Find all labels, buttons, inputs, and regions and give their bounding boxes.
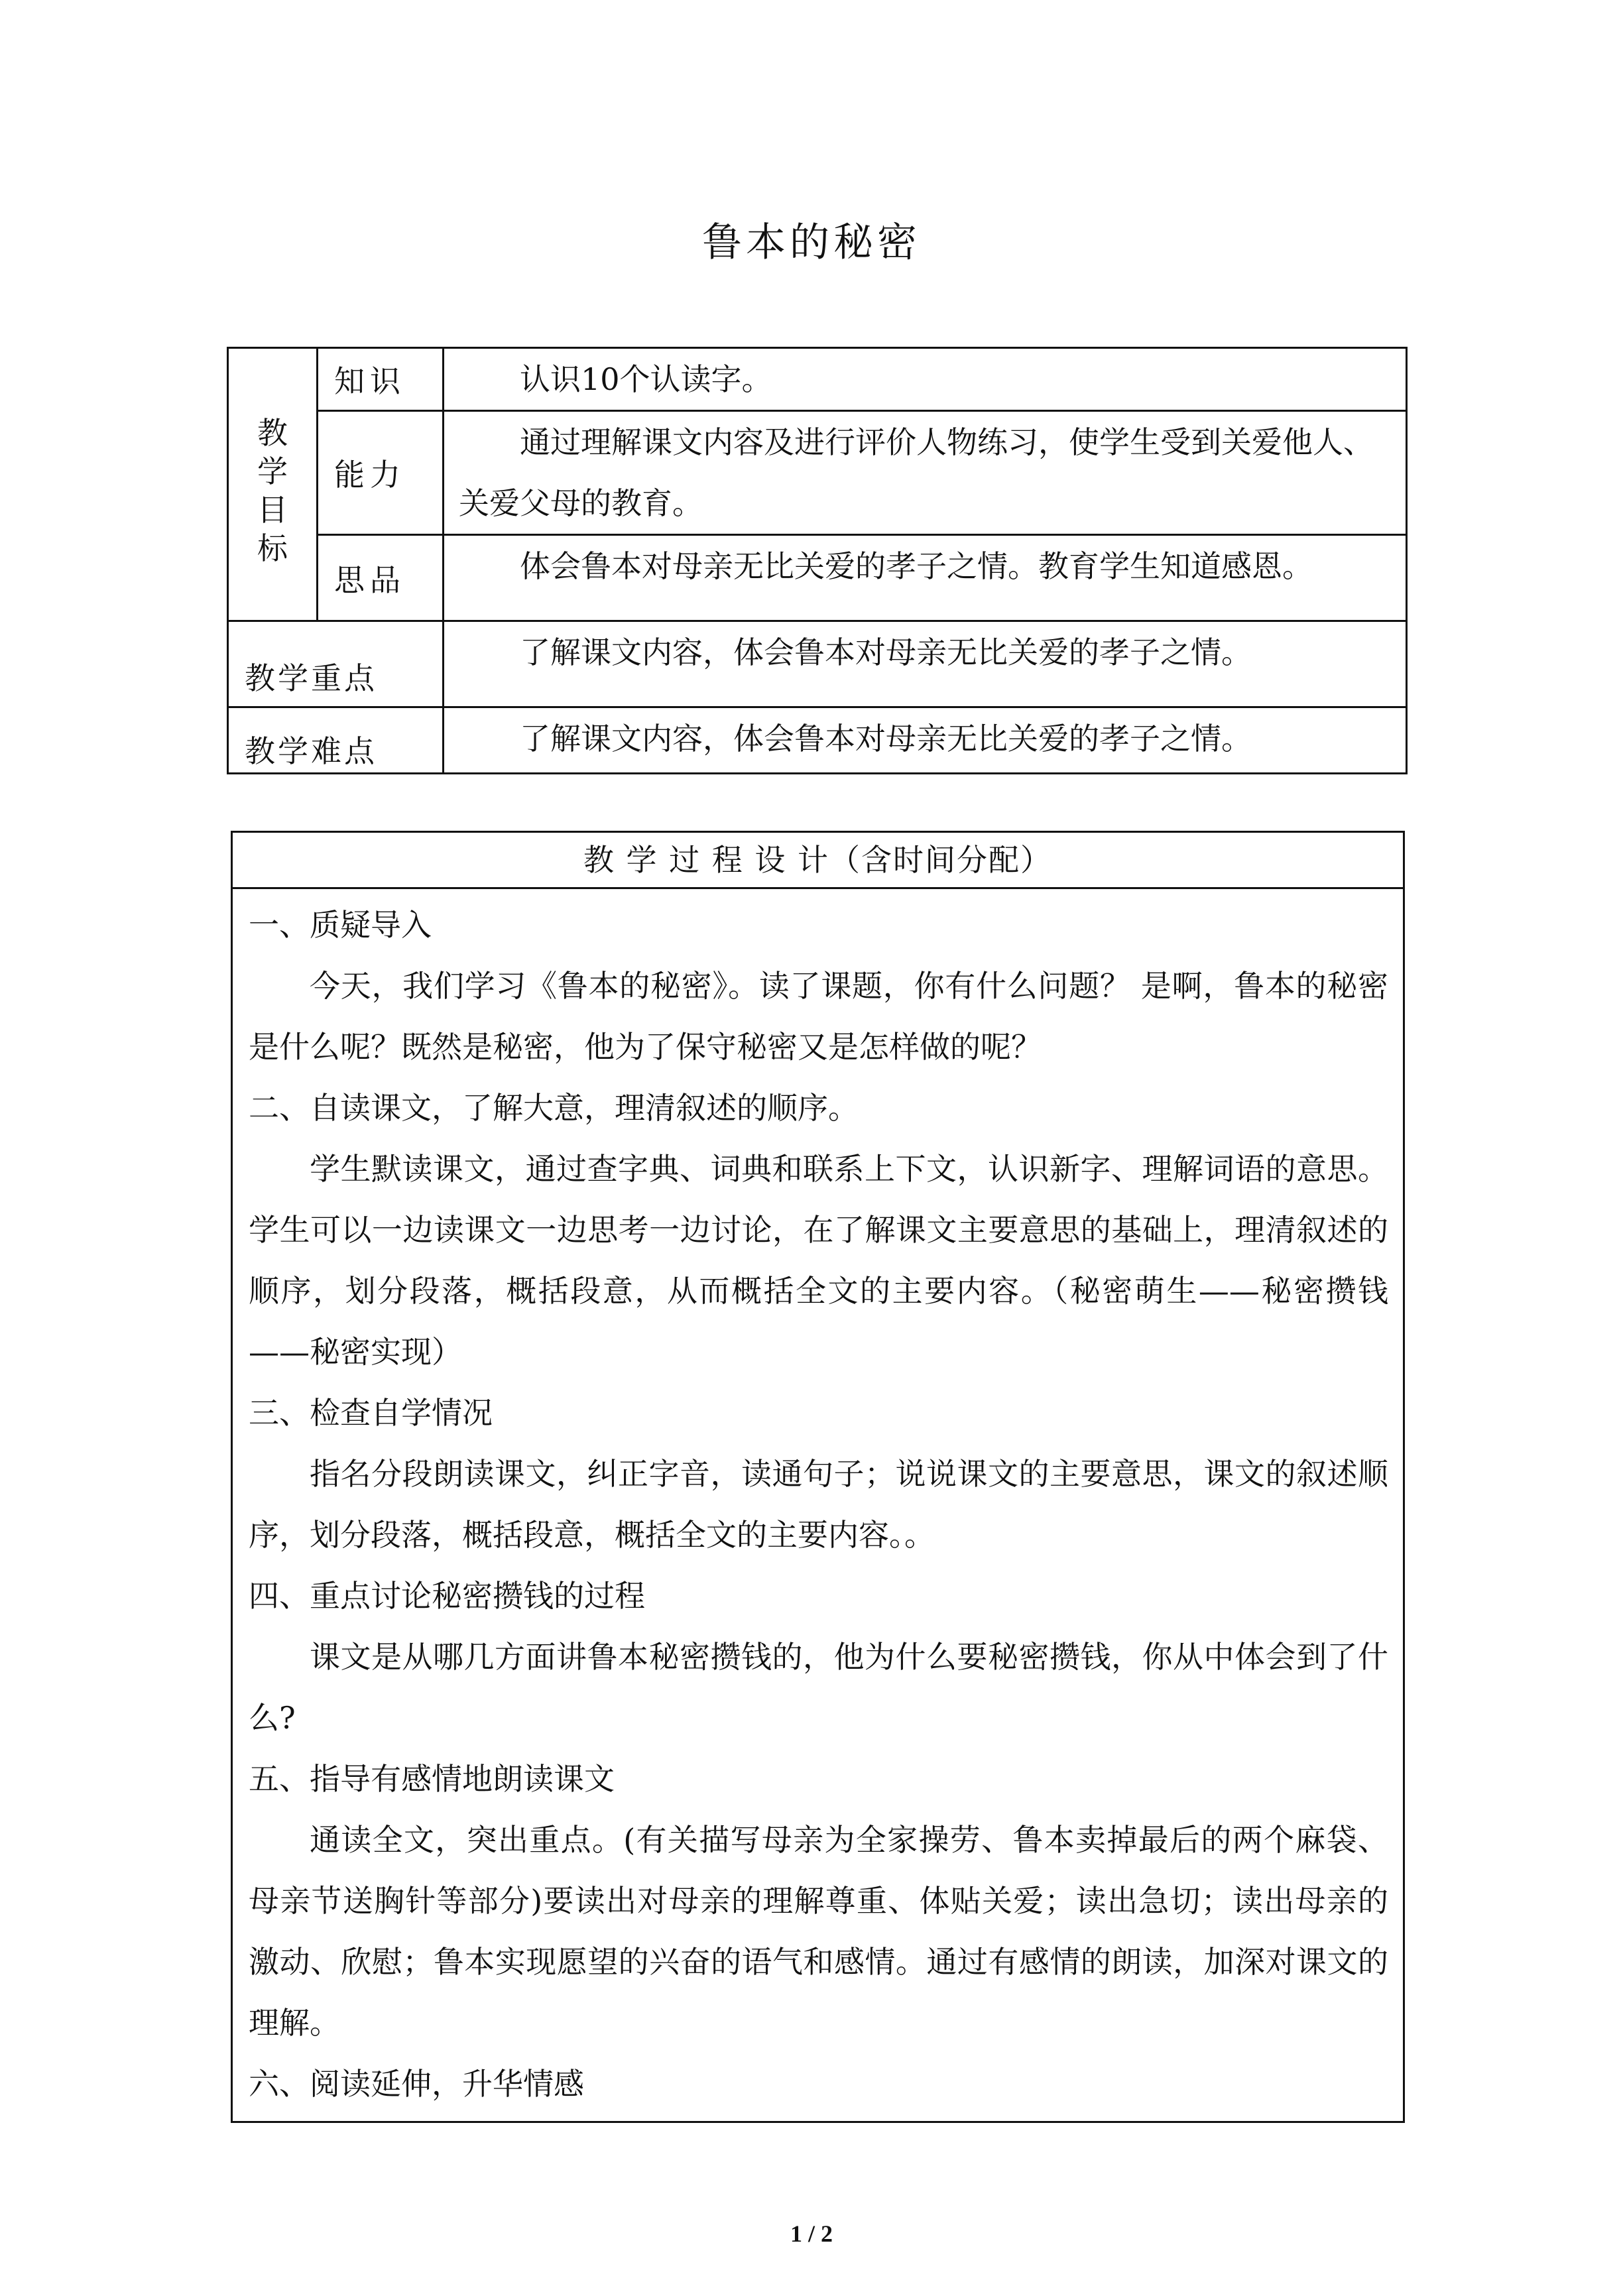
section-body: 指名分段朗读课文，纠正字音，读通句子；说说课文的主要意思，课文的叙述顺序，划分段落，概括段意，概括全文的主要内容。。 (249, 1456, 1388, 1553)
teaching-objectives-label: 教 学 目 标 (228, 348, 318, 621)
objective-label: 能力 (318, 411, 444, 535)
key-point-label: 教学重点 (228, 621, 444, 707)
process-content (232, 888, 1404, 2122)
key-point-row (228, 621, 1407, 707)
objective-row-ability (228, 411, 1407, 535)
page-number: 1 / 2 (790, 2220, 833, 2247)
difficulty-text: 了解课文内容，体会鲁本对母亲无比关爱的孝子之情。 (444, 707, 1407, 774)
difficulty-row (228, 707, 1407, 774)
section-heading: 二、自读课文，了解大意，理清叙述的顺序。 (249, 1090, 859, 1126)
section-heading: 一、质疑导入 (249, 907, 432, 943)
section-body: 今天，我们学习《鲁本的秘密》。读了课题，你有什么问题？ 是啊，鲁本的秘密是什么呢？既然是秘密，他为了保守秘密又是怎样做的呢？ (249, 968, 1388, 1065)
process-header: 教 学 过 程 设 计（含时间分配） (232, 832, 1404, 888)
objective-label: 知识 (318, 348, 444, 411)
key-point-text: 了解课文内容，体会鲁本对母亲无比关爱的孝子之情。 (444, 621, 1407, 707)
section-body: 课文是从哪几方面讲鲁本秘密攒钱的，他为什么要秘密攒钱，你从中体会到了什么? (249, 1639, 1388, 1736)
objective-text: 体会鲁本对母亲无比关爱的孝子之情。教育学生知道感恩。 (444, 535, 1407, 621)
section-heading: 五、指导有感情地朗读课文 (249, 1761, 615, 1797)
section-heading: 四、重点讨论秘密攒钱的过程 (249, 1578, 645, 1614)
objectives-table (227, 347, 1408, 774)
section-body: 通读全文，突出重点。(有关描写母亲为全家操劳、鲁本卖掉最后的两个麻袋、母亲节送胸针等部分)要读出对母亲的理解尊重、体贴关爱；读出急切；读出母亲的激动、欣慰；鲁本实现愿望的兴奋的语气和感情。通过有感情的朗读，加深对课文的理解。 (249, 1822, 1388, 2041)
section-heading: 六、阅读延伸，升华情感 (249, 2066, 584, 2102)
page-title: 鲁本的秘密 (702, 219, 921, 266)
objective-text: 认识10个认读字。 (444, 348, 1407, 411)
objective-text: 通过理解课文内容及进行评价人物练习，使学生受到关爱他人、关爱父母的教育。 (444, 411, 1407, 535)
section-body: 学生默读课文，通过查字典、词典和联系上下文，认识新字、理解词语的意思。学生可以一边读课文一边思考一边讨论，在了解课文主要意思的基础上，理清叙述的顺序，划分段落，概括段意，从而概括全文的主要内容。（秘密萌生——秘密攒钱——秘密实现） (249, 1151, 1388, 1370)
objective-row-morality (228, 535, 1407, 621)
section-heading: 三、检查自学情况 (249, 1395, 493, 1431)
objective-label: 思品 (318, 535, 444, 621)
objective-row-knowledge (228, 348, 1407, 411)
process-table (231, 831, 1405, 2123)
difficulty-label: 教学难点 (228, 707, 444, 774)
